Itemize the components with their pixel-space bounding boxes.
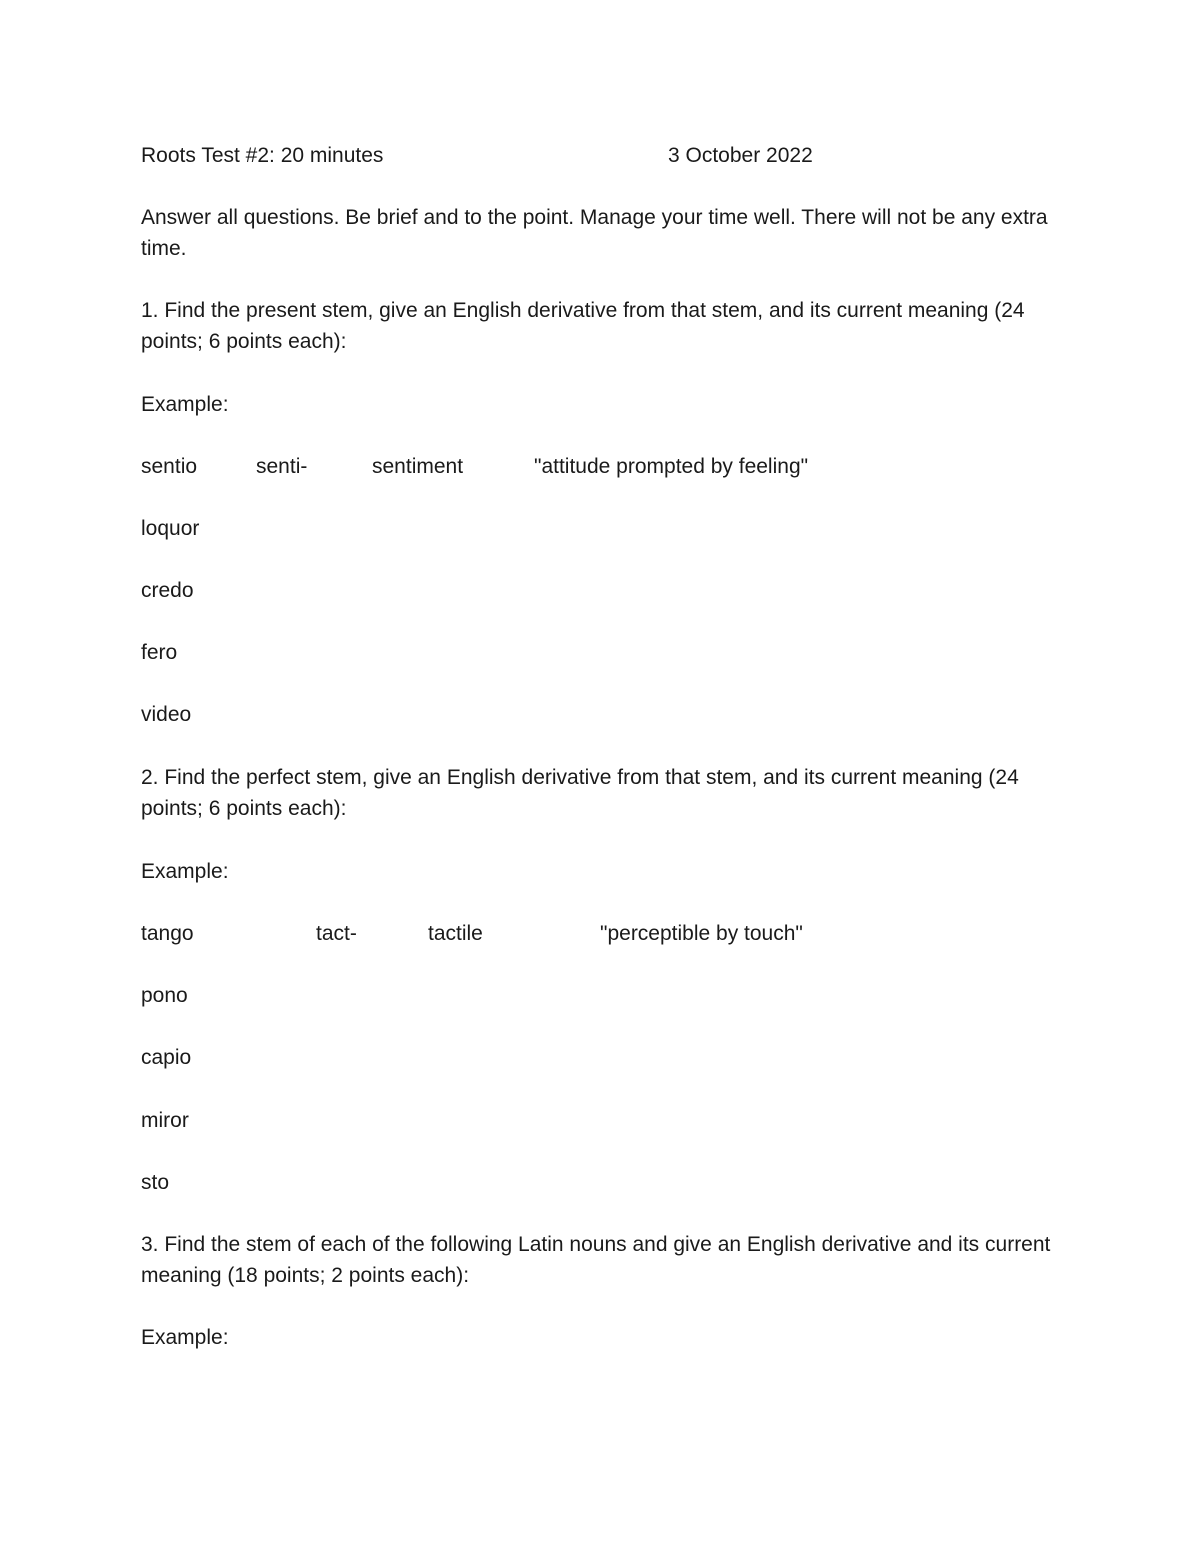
- test-date: 3 October 2022: [668, 144, 813, 167]
- section3-prompt: 3. Find the stem of each of the following Latin nouns and give an English derivative and its current meaning (18 points; 2 points each):: [141, 1233, 1051, 1287]
- test-title: Roots Test #2: 20 minutes: [141, 144, 384, 167]
- section1-example-derivative: sentiment: [372, 455, 464, 478]
- section2-item: pono: [141, 984, 188, 1007]
- section1-item: fero: [141, 641, 178, 664]
- section1-item: video: [141, 703, 192, 726]
- section1-item: loquor: [141, 517, 200, 540]
- section2-item: capio: [141, 1046, 192, 1069]
- section2-example-word: tango: [141, 922, 194, 945]
- section2-prompt: 2. Find the perfect stem, give an English derivative from that stem, and its current meaning (24 points; 6 points each):: [141, 766, 1019, 820]
- section1-example-meaning: "attitude prompted by feeling": [534, 455, 809, 478]
- section1-example-label: Example:: [141, 393, 229, 416]
- section2-example-derivative: tactile: [428, 922, 483, 945]
- section1-example-word: sentio: [141, 455, 198, 478]
- section3-example-label: Example:: [141, 1326, 229, 1349]
- section2-example-meaning: "perceptible by touch": [600, 922, 803, 945]
- section2-example-label: Example:: [141, 860, 229, 883]
- section1-prompt: 1. Find the present stem, give an English derivative from that stem, and its current meaning (24 points; 6 points each):: [141, 299, 1025, 353]
- section2-item: miror: [141, 1109, 189, 1132]
- section2-example-stem: tact-: [316, 922, 357, 945]
- instructions: Answer all questions. Be brief and to the point. Manage your time well. There will not be any extra time.: [141, 206, 1048, 260]
- section2-item: sto: [141, 1171, 170, 1194]
- section1-item: credo: [141, 579, 194, 602]
- section1-example-stem: senti-: [256, 455, 308, 478]
